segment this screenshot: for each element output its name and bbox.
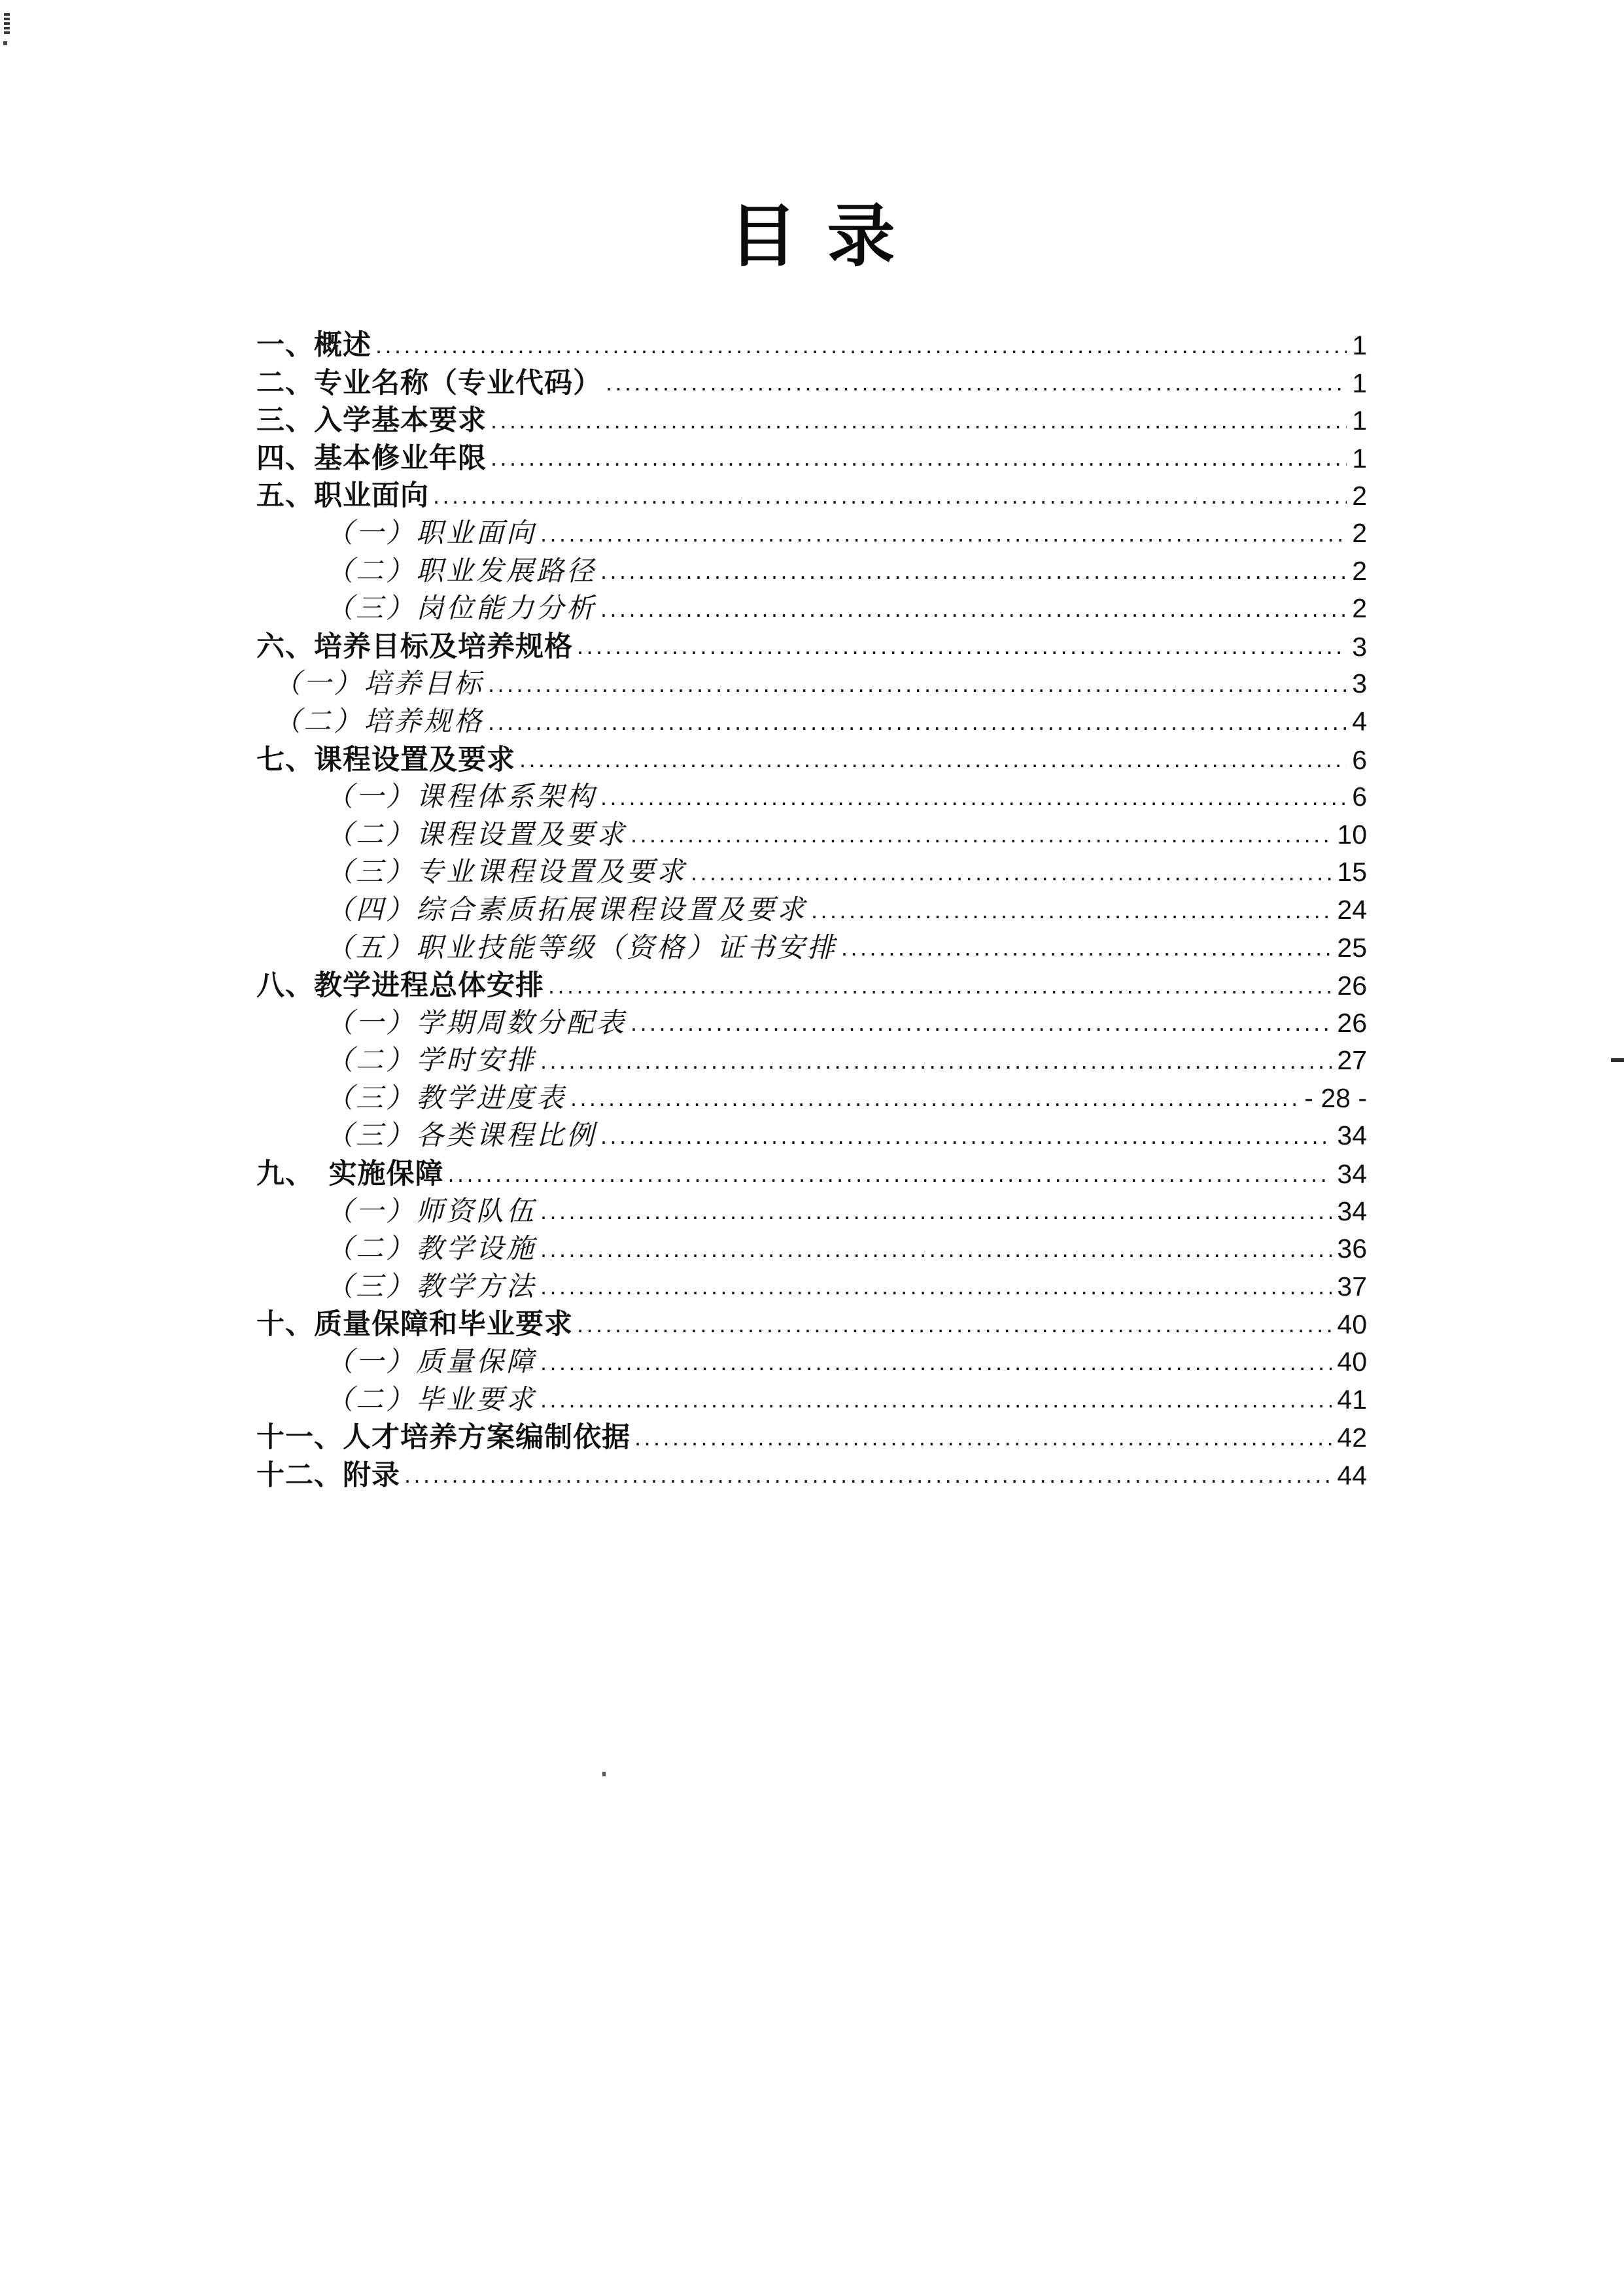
toc-dot-leader [548, 963, 1332, 1001]
toc-entry [256, 888, 1367, 926]
toc-entry-label: （一）课程体系架构 [326, 782, 597, 813]
toc-entry-page: 2 [1352, 555, 1367, 586]
toc-entry [256, 474, 1367, 511]
toc-entry [256, 1415, 1367, 1453]
toc-entry [256, 850, 1367, 888]
toc-entry [256, 436, 1367, 474]
toc-entry-label: （五）职业技能等级（资格）证书安排 [326, 933, 838, 963]
toc-entry [256, 398, 1367, 436]
toc-entry-label: 九、 实施保障 [256, 1158, 444, 1190]
toc-entry-page: 1 [1352, 443, 1367, 474]
toc-entry-page: 1 [1352, 405, 1367, 436]
toc-entry-page: 2 [1352, 593, 1367, 624]
toc-entry-label: （二）毕业要求 [326, 1385, 537, 1415]
toc-entry-page: 37 [1337, 1271, 1367, 1302]
toc-entry [256, 1265, 1367, 1303]
toc-entry-label: 十二、附录 [256, 1459, 400, 1491]
toc-entry-label: （三）专业课程设置及要求 [326, 857, 687, 888]
toc-dot-leader [404, 1453, 1332, 1491]
toc-entry-label: 八、教学进程总体安排 [256, 970, 544, 1002]
toc-entry-label: （三）各类课程比例 [326, 1121, 597, 1152]
toc-entry [256, 1378, 1367, 1416]
toc-entry-label: （一）学期周数分配表 [326, 1008, 627, 1039]
toc-dot-leader [540, 1378, 1332, 1416]
toc-entry-page: 34 [1337, 1120, 1367, 1151]
toc-entry-label: 七、课程设置及要求 [256, 744, 515, 776]
toc-entry [256, 775, 1367, 813]
toc-entry-page: 6 [1352, 782, 1367, 812]
toc-entry-page: 26 [1337, 971, 1367, 1001]
page-title [0, 193, 1624, 281]
toc-entry-page: 44 [1337, 1460, 1367, 1491]
toc-dot-leader [631, 813, 1332, 851]
toc-entry-page: 36 [1337, 1233, 1367, 1264]
toc-entry-label: （一）职业面向 [326, 518, 537, 549]
toc-dot-leader [448, 1152, 1332, 1190]
toc-entry [256, 1227, 1367, 1265]
toc-entry [256, 1152, 1367, 1190]
toc-entry-label: 六、培养目标及培养规格 [256, 630, 573, 663]
toc-entry [256, 963, 1367, 1001]
toc-entry [256, 926, 1367, 964]
toc-entry-label: （二）职业发展路径 [326, 556, 597, 587]
toc-entry-label: 三、入学基本要求 [256, 405, 487, 437]
toc-entry [256, 511, 1367, 549]
toc-entry-page: 3 [1352, 668, 1367, 699]
page-title-text: 目录 [729, 199, 925, 275]
toc-entry-label: （一）师资队伍 [326, 1196, 537, 1227]
toc-entry-label: （一）培养目标 [273, 669, 485, 700]
toc-entry-label: 十一、人才培养方案编制依据 [256, 1422, 631, 1454]
toc-entry-page: 34 [1337, 1159, 1367, 1190]
toc-entry-page: 27 [1337, 1045, 1367, 1076]
scan-speckle-artifact [4, 13, 10, 34]
toc-dot-leader [570, 1077, 1299, 1114]
toc-dot-leader [691, 850, 1332, 888]
toc-entry-page: 40 [1337, 1309, 1367, 1340]
toc-entry-label: （三）岗位能力分析 [326, 594, 597, 625]
toc-entry-page: 41 [1337, 1384, 1367, 1415]
toc-dot-leader [540, 1190, 1332, 1228]
toc-entry [256, 1001, 1367, 1039]
toc-entry-page: 1 [1352, 368, 1367, 398]
toc-dot-leader [540, 1265, 1332, 1303]
toc-entry-label: 一、概述 [256, 330, 371, 361]
toc-dot-leader [634, 1415, 1332, 1453]
toc-entry-label: （二）培养规格 [273, 706, 485, 737]
table-of-contents [256, 323, 1367, 1491]
scan-speckle-artifact [602, 1772, 606, 1776]
toc-dot-leader [491, 398, 1347, 436]
toc-dot-leader [433, 474, 1347, 511]
toc-dot-leader [540, 1039, 1332, 1077]
toc-dot-leader [540, 511, 1347, 549]
toc-entry [256, 813, 1367, 851]
toc-entry-label: （三）教学方法 [326, 1271, 537, 1302]
toc-entry [256, 662, 1367, 700]
toc-dot-leader [811, 888, 1332, 926]
toc-dot-leader [491, 436, 1347, 474]
toc-entry-label: 十、质量保障和毕业要求 [256, 1309, 573, 1341]
toc-entry [256, 587, 1367, 625]
toc-entry-label: （二）教学设施 [326, 1234, 537, 1265]
toc-dot-leader [519, 738, 1347, 776]
toc-entry [256, 323, 1367, 361]
toc-entry [256, 738, 1367, 776]
toc-entry-page: 25 [1337, 932, 1367, 963]
toc-entry-page: 24 [1337, 894, 1367, 925]
toc-entry [256, 1453, 1367, 1491]
toc-dot-leader [600, 587, 1347, 625]
toc-entry-page: 34 [1337, 1196, 1367, 1226]
toc-entry-label: 五、职业面向 [256, 480, 429, 512]
toc-entry-label: （四）综合素质拓展课程设置及要求 [326, 895, 808, 925]
toc-entry [256, 1077, 1367, 1114]
toc-dot-leader [600, 549, 1347, 587]
scan-edge-mark-artifact [1611, 1058, 1624, 1062]
toc-entry-page: 26 [1337, 1007, 1367, 1038]
toc-dot-leader [488, 662, 1347, 700]
toc-entry-label: （二）学时安排 [326, 1046, 537, 1077]
toc-entry-page: 4 [1352, 706, 1367, 736]
toc-entry-page: 15 [1337, 857, 1367, 888]
toc-dot-leader [606, 361, 1347, 399]
toc-entry [256, 625, 1367, 663]
toc-entry-page: 6 [1352, 744, 1367, 775]
toc-entry [256, 361, 1367, 399]
toc-entry-page: 42 [1337, 1422, 1367, 1453]
toc-entry-page: 1 [1352, 330, 1367, 360]
toc-entry-label: （二）课程设置及要求 [326, 819, 627, 850]
toc-dot-leader [631, 1001, 1332, 1039]
toc-entry-page: 2 [1352, 481, 1367, 511]
toc-entry [256, 1114, 1367, 1152]
toc-entry [256, 700, 1367, 738]
toc-entry [256, 1302, 1367, 1340]
toc-dot-leader [577, 625, 1347, 663]
toc-dot-leader [488, 700, 1347, 738]
toc-dot-leader [600, 775, 1347, 813]
toc-entry-label: 四、基本修业年限 [256, 442, 487, 474]
toc-dot-leader [540, 1227, 1332, 1265]
toc-entry-label: （三）教学进度表 [326, 1083, 567, 1114]
toc-dot-leader [540, 1340, 1332, 1378]
toc-entry-page: 3 [1352, 631, 1367, 662]
toc-entry-page: 2 [1352, 517, 1367, 548]
toc-entry [256, 1039, 1367, 1077]
toc-entry-label: （一）质量保障 [326, 1347, 537, 1378]
toc-entry [256, 1340, 1367, 1378]
toc-dot-leader [841, 926, 1332, 964]
toc-entry-page: 40 [1337, 1347, 1367, 1377]
toc-entry-label: 二、专业名称（专业代码） [256, 367, 602, 399]
scan-speckle-artifact [3, 41, 7, 45]
toc-entry-page: - 28 - [1304, 1082, 1367, 1113]
toc-dot-leader [375, 323, 1347, 361]
toc-dot-leader [600, 1114, 1332, 1152]
toc-entry [256, 549, 1367, 587]
toc-dot-leader [577, 1302, 1332, 1340]
toc-entry [256, 1190, 1367, 1228]
toc-entry-page: 10 [1337, 819, 1367, 850]
